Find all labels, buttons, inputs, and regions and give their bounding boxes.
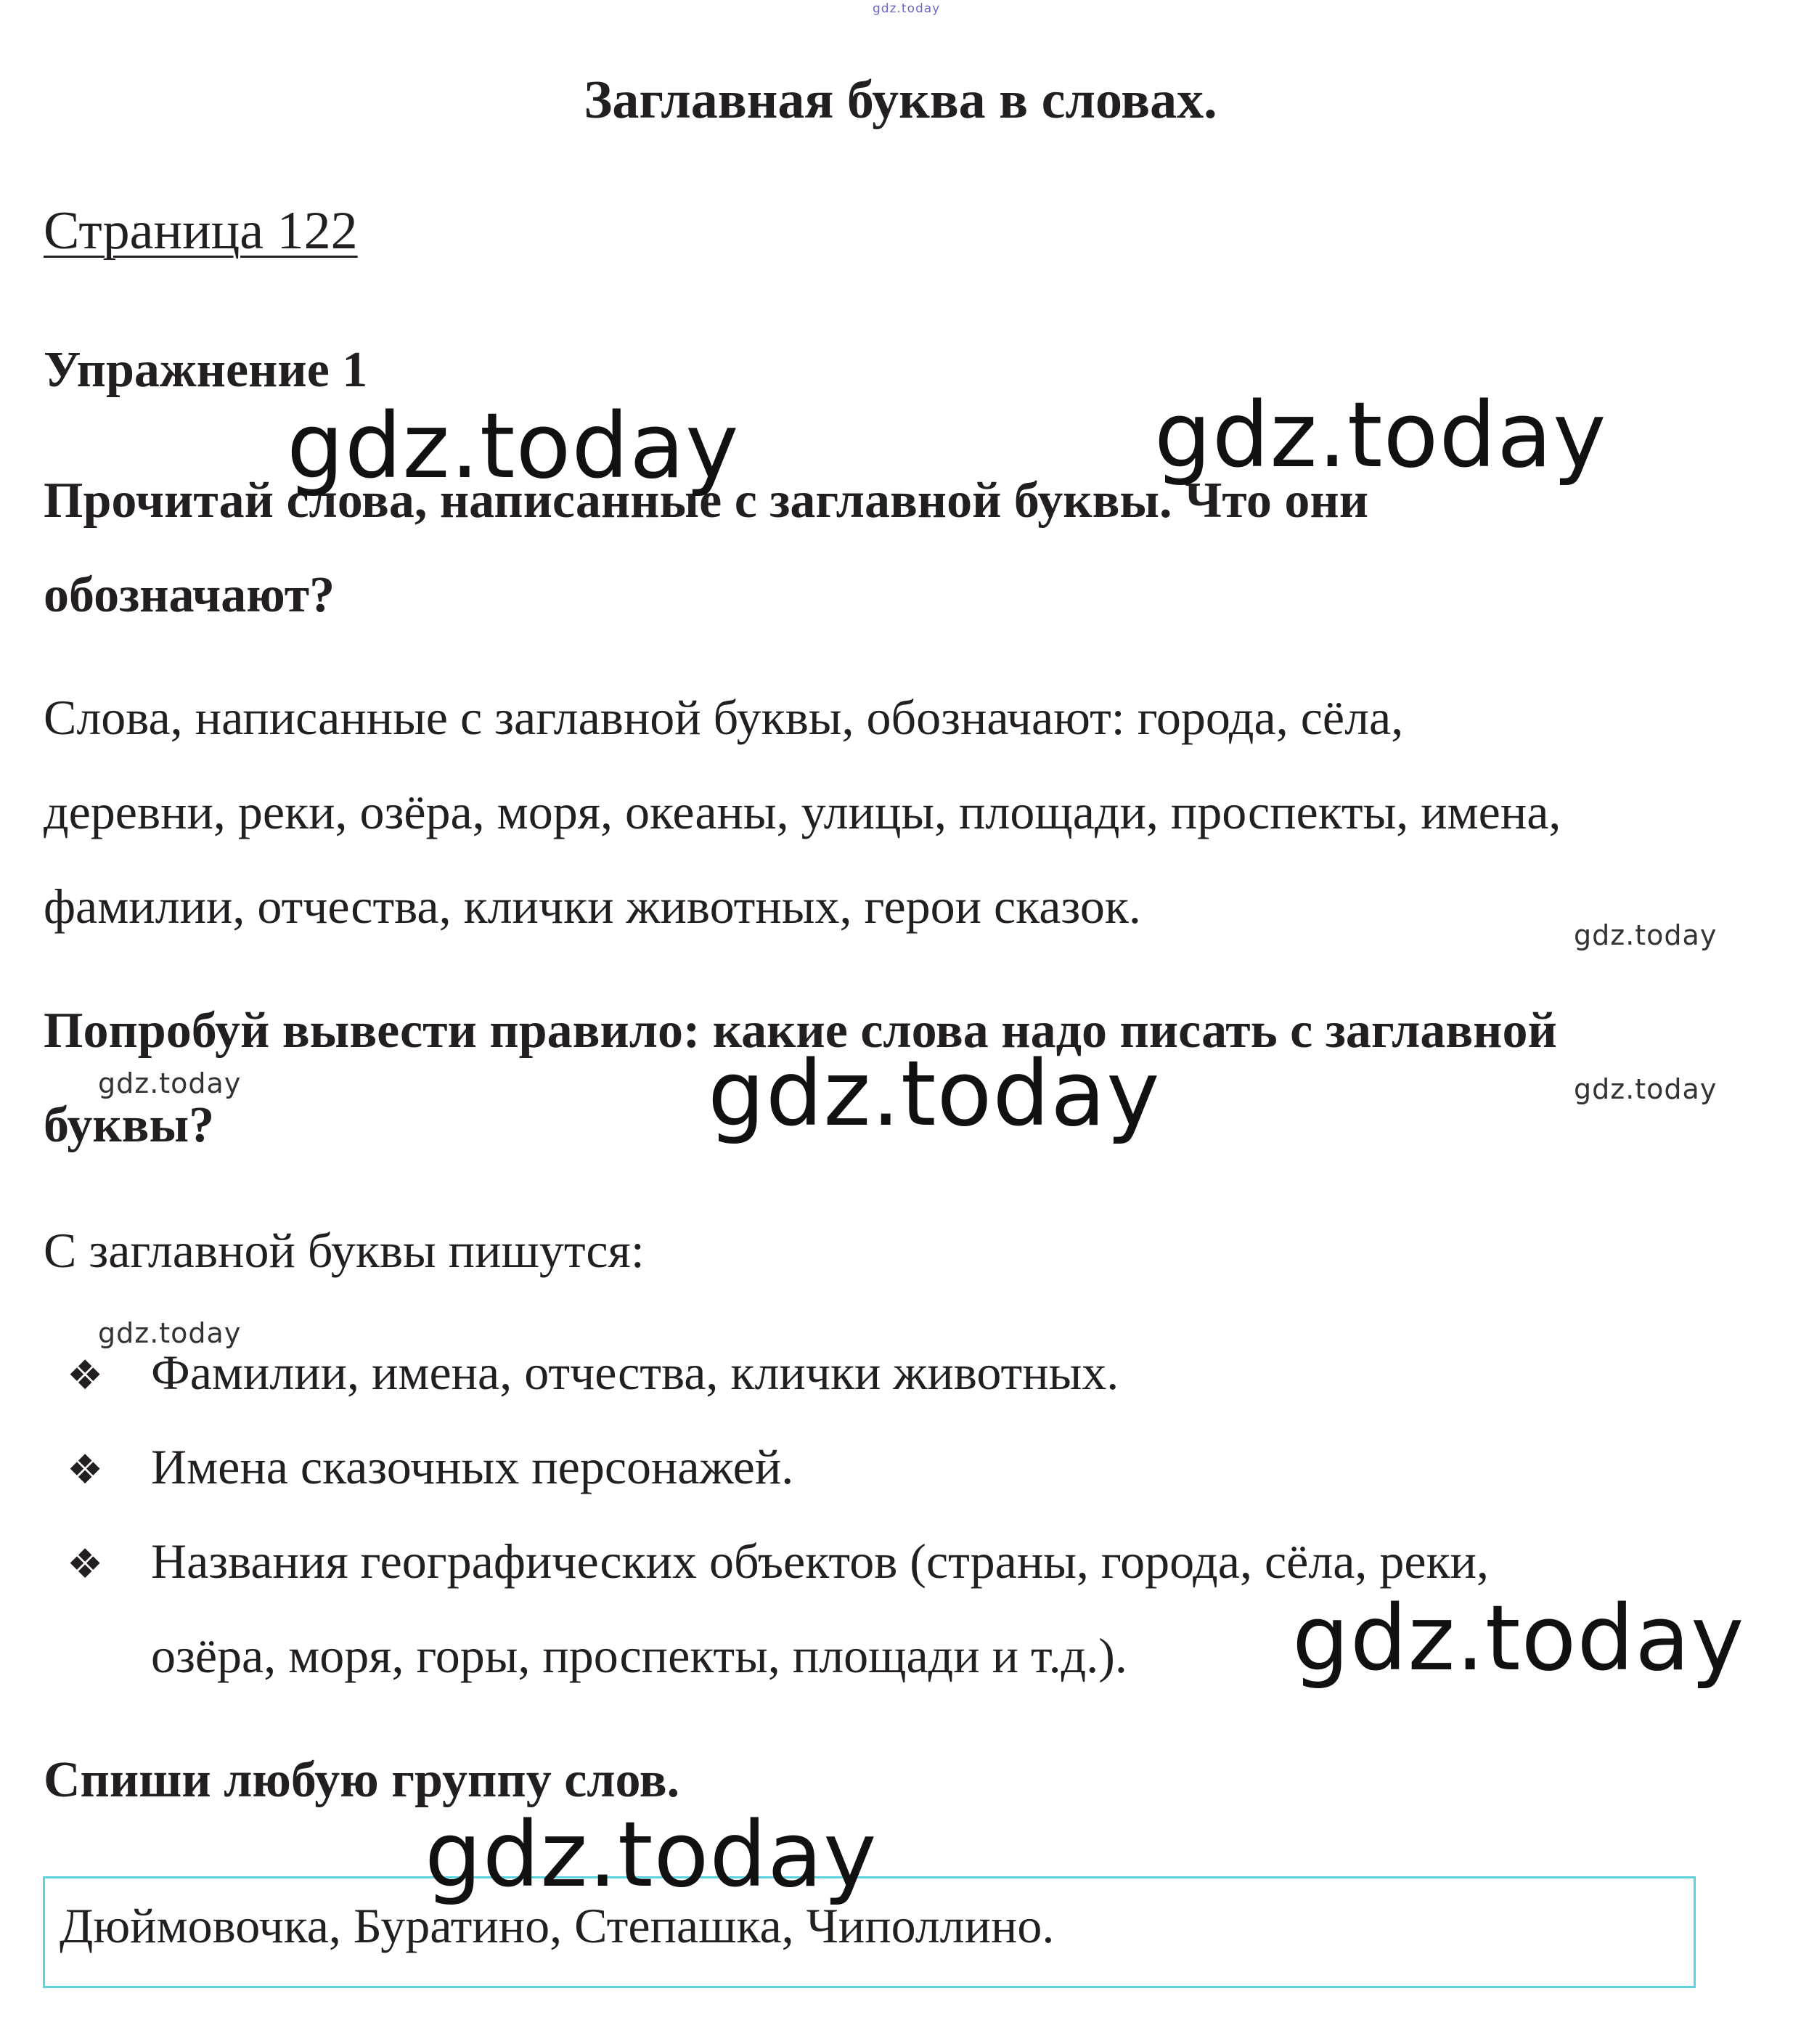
watermark: gdz.today: [98, 1317, 242, 1349]
question-2-line-2: буквы?: [44, 1097, 215, 1153]
bullet-item: [67, 1432, 793, 1505]
diamond-bullet-icon: ❖: [67, 1446, 104, 1494]
watermark: gdz.today: [1292, 1587, 1745, 1691]
watermark: gdz.today: [98, 1067, 242, 1099]
question-1-line-2: обозначают?: [44, 567, 335, 623]
answer-2-intro: С заглавной буквы пишутся:: [44, 1223, 645, 1278]
watermark: gdz.today: [873, 1, 941, 16]
bullet-text-continuation: озёра, моря, горы, проспекты, площади и т.д.).: [151, 1628, 1127, 1683]
watermark: gdz.today: [708, 1042, 1161, 1147]
bullet-text: Фамилии, имена, отчества, клички животных.: [151, 1345, 1119, 1400]
answer-1-line-3: фамилии, отчества, клички животных, герои сказок.: [44, 879, 1141, 934]
answer-1-line-1: Слова, написанные с заглавной буквы, обозначают: города, сёла,: [44, 690, 1404, 745]
question-1-line-1: Прочитай слова, написанные с заглавной буквы. Что они: [44, 473, 1369, 529]
task-3-heading: Спиши любую группу слов.: [44, 1752, 680, 1808]
page-number-label: Страница 122: [44, 201, 358, 261]
exercise-heading: Упражнение 1: [44, 342, 368, 398]
watermark: gdz.today: [1574, 919, 1718, 951]
watermark: gdz.today: [1574, 1073, 1718, 1105]
watermark: gdz.today: [425, 1803, 878, 1907]
bullet-text: Названия географических объектов (страны, города, сёла, реки,: [151, 1534, 1490, 1589]
bullet-item: [67, 1526, 1489, 1600]
answer-box-text: Дюймовочка, Буратино, Степашка, Чиполлино.: [60, 1898, 1055, 1953]
diamond-bullet-icon: ❖: [67, 1352, 104, 1399]
page-title: Заглавная буква в словах.: [584, 70, 1217, 130]
watermark: gdz.today: [1154, 383, 1607, 488]
bullet-text: Имена сказочных персонажей.: [151, 1439, 794, 1494]
answer-1-line-2: деревни, реки, озёра, моря, океаны, улицы, площади, проспекты, имена,: [44, 784, 1561, 839]
diamond-bullet-icon: ❖: [67, 1541, 104, 1588]
question-2-line-1: Попробуй вывести правило: какие слова надо писать с заглавной: [44, 1003, 1557, 1059]
watermark: gdz.today: [287, 394, 740, 499]
